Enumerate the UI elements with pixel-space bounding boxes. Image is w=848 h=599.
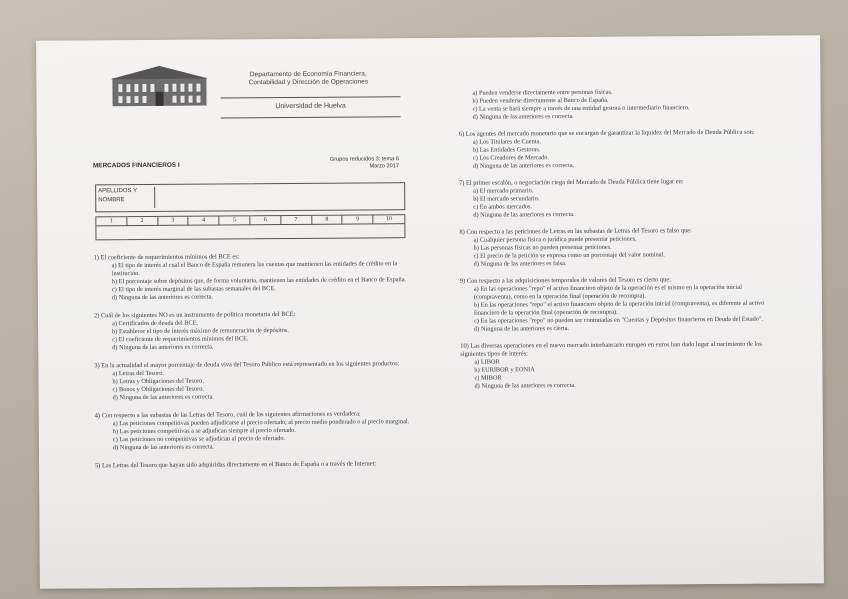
university-building-logo <box>110 64 208 109</box>
question <box>94 252 414 302</box>
question <box>458 88 778 122</box>
answer-option: a) El mercado primario. <box>473 187 534 195</box>
answer-option: c) Los Creadores de Mercado. <box>472 154 550 162</box>
answer-option: a) En las operaciones "repo" el activo financiero objeto de la operación es el mismo en la operación inicial (compraventa), como en la operación final (operación de recompra). <box>473 283 742 301</box>
department-name <box>220 70 396 87</box>
department-line-1: Departamento de Economía Financiera, <box>249 70 367 79</box>
question-text: 7) El primer escalón, o negociación ciega del Mercado de Deuda Pública tiene lugar en: <box>459 178 684 187</box>
question <box>460 276 780 334</box>
question-text: 6) Los agentes del mercado monetario que se encargan de garantizar la liquidez del Mercado de Deuda Pública son: <box>458 128 755 138</box>
answer-cell-number: 1 <box>96 217 127 226</box>
answer-option: b) Letras y Obligaciones del Tesoro. <box>112 377 204 386</box>
answer-option: d) Ninguna de las anteriores es correcta. <box>111 293 214 302</box>
answer-cell-number: 5 <box>220 216 251 225</box>
exam-header <box>92 56 413 146</box>
name-label-line-1: APELLIDOS Y <box>98 188 138 195</box>
answer-option: d) Ninguna de las anteriores es correcta. <box>112 443 215 452</box>
answer-option: b) Las peticiones competitivas a se adjudican siempre al precio ofertado. <box>112 426 296 436</box>
answer-option: b) Las Entidades Gestoras. <box>472 146 541 154</box>
right-column <box>458 88 780 400</box>
answer-cell-number: 9 <box>343 215 374 224</box>
answer-option: c) MIBOR <box>474 374 502 382</box>
answer-option: d) Ninguna de las anteriores es correcta. <box>473 210 575 219</box>
answer-option: d) Ninguna de las anteriores es correcta. <box>472 161 575 170</box>
answer-cell-number: 10 <box>374 215 405 224</box>
question <box>94 360 414 402</box>
left-questions <box>94 252 416 480</box>
question <box>460 341 780 391</box>
answer-option: b) EURIBOR y EONIA <box>474 366 535 374</box>
answer-cell-number: 7 <box>281 216 312 225</box>
group-info <box>289 156 399 171</box>
question <box>459 227 779 269</box>
answer-option: a) Los Titulares de Cuenta. <box>472 138 541 146</box>
exam-date: Marzo 2017 <box>369 163 400 170</box>
name-field-label <box>98 187 155 208</box>
question-text: 1) El coeficiente de requerimientos mínimos del BCE es: <box>93 253 240 262</box>
answer-option: c) En ambos mercados. <box>473 203 533 211</box>
answer-option: b) Establecer el tipo de interés máximo de remuneración de depósitos. <box>112 326 289 336</box>
answer-option: c) El coeficiente de requerimientos mínimos del BCE. <box>112 335 249 344</box>
answer-option: a) El tipo de interés al cual el Banco de España remunera las cuentas que mantienen las entidades de crédito en la institución. <box>111 260 398 278</box>
answer-option: a) Cualquier persona física o jurídica puede presentar peticiones. <box>473 235 637 244</box>
question-text: 9) Con respecto a las adquisiciones temporales de valores del Tesoro es cierto que: <box>459 276 671 285</box>
answer-option: c) Bonos y Obligaciones del Tesoro. <box>112 385 204 394</box>
answer-option: b) Las personas físicas no pueden presentar peticiones. <box>473 243 612 252</box>
question-text: 10) Las diversas operaciones en el nuevo mercado interbancario europeo en euros han dado lugar al nacimiento de los siguientes tipos de interés: <box>460 340 762 358</box>
answer-option: c) La venta se hará siempre a través de una entidad gestora o intermediario financiero. <box>472 104 690 113</box>
group-label: Grupos reducidos 3: tema 6 <box>329 156 399 163</box>
answer-option: a) Las peticiones competitivas pueden adjudicarse al precio ofertado, al precio medio ponderado o al precio marginal. <box>112 418 410 428</box>
answer-option: d) Ninguna de las anteriores es correcta. <box>474 381 576 390</box>
answer-option: d) Ninguna de las anteriores es correcta. <box>112 343 214 352</box>
question-text: 5) Las Letras del Tesoro que hayan sido adquiridas directamente en el Banco de España o a través de Internet: <box>95 460 377 470</box>
answer-option: c) Las peticiones no competitivas se adjudican al precio de ofertado. <box>112 435 286 444</box>
course-title: MERCADOS FINANCIEROS I <box>92 161 180 170</box>
answer-cell-number: 2 <box>127 217 158 226</box>
left-column <box>92 56 413 470</box>
answer-option: b) En las operaciones "repo" el activo financiero objeto de la operación inicial (compraventa), es diferente al activo financiero de la operación final (operación de recompra). <box>473 299 765 317</box>
answer-option: d) Ninguna de las anteriores es cierta. <box>474 325 570 333</box>
answer-option: a) Certificados de deuda del BCE. <box>112 319 199 328</box>
answer-option: c) En las operaciones "repo" no pueden ser contratadas en "Cuentas y Depósitos financieros en Deuda del Estado". <box>474 315 764 325</box>
answer-option: c) El tipo de interés marginal de las subastas semanales del BCE. <box>111 285 276 294</box>
question <box>459 129 779 171</box>
answer-option: d) Ninguna de las anteriores es correcta. <box>472 112 574 121</box>
question <box>94 310 414 352</box>
name-field[interactable] <box>95 182 405 212</box>
answer-option: d) Ninguna de las anteriores es correcta. <box>112 393 214 402</box>
answer-option: a) Pueden venderse directamente entre personas físicas. <box>472 88 613 97</box>
question-text: 8) Con respecto a las peticiones de Letras en las subastas de Letras del Tesoro es falso que: <box>459 227 692 236</box>
question-text: 3) En la actualidad el mayor porcentaje de deuda viva del Tesoro Público está representado en los siguientes productos: <box>94 360 400 370</box>
answer-cell-number: 6 <box>250 216 281 225</box>
university-name: Universidad de Huelva <box>275 102 346 111</box>
answer-option: c) El precio de la petición se expresa como un porcentaje del valor nominal. <box>473 251 665 260</box>
question-text: 2) Cuál de los siguientes NO es un instrumento de política monetaria del BCE: <box>93 310 296 320</box>
department-line-2: Contabilidad y Dirección de Operaciones <box>248 78 369 87</box>
answer-cell-number: 8 <box>312 216 343 225</box>
question-text: 4) Con respecto a las subastas de las Letras del Tesoro, cuál de las siguientes afirmaciones es verdadera: <box>94 410 361 420</box>
answer-option: b) El porcentaje sobre depósitos que, de forma voluntaria, mantienen las entidades de crédito en el Banco de España. <box>111 276 407 286</box>
answer-option: d) Ninguna de las anteriores es falsa. <box>473 260 567 268</box>
answer-cell-number: 4 <box>189 216 220 225</box>
name-label-line-2: NOMBRE <box>98 197 125 204</box>
answer-cell-number: 3 <box>158 217 189 226</box>
answer-option: a) Letras del Tesoro. <box>112 369 164 378</box>
header-rule-top <box>220 96 400 98</box>
question <box>95 460 415 470</box>
answer-option: b) El mercado secundario. <box>473 195 540 203</box>
question <box>95 410 415 452</box>
answer-option: a) LIBOR <box>474 358 500 366</box>
question <box>459 178 779 220</box>
answer-option: b) Pueden venderse directamente al Banco de España. <box>472 96 609 105</box>
header-rule-bottom <box>221 116 401 118</box>
exam-sheet <box>36 35 824 588</box>
answer-grid[interactable] <box>95 214 405 240</box>
